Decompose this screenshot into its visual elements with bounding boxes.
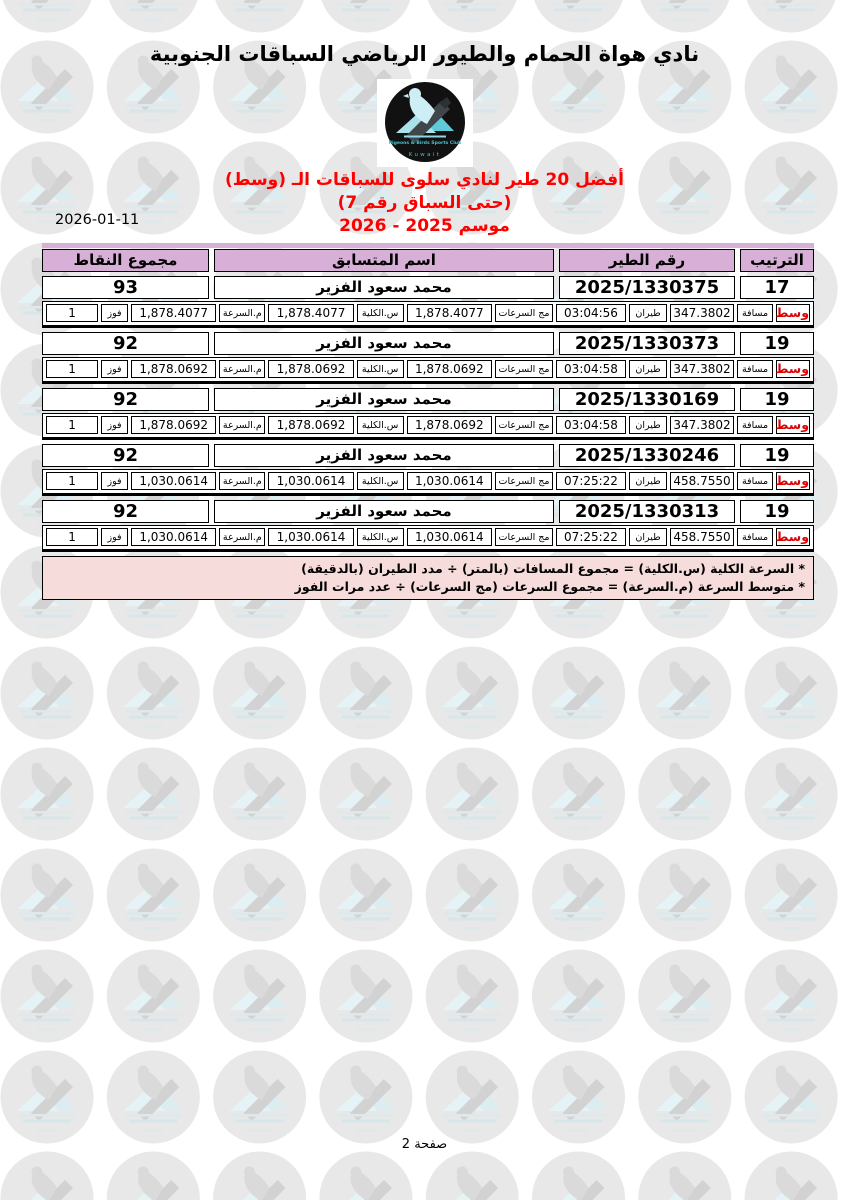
total-speed-label: س.الكلية <box>357 416 404 434</box>
avg-speed-label: م.السرعة <box>219 472 265 490</box>
competitor-name-cell: محمد سعود الفزير <box>214 444 554 467</box>
points-cell: 92 <box>42 388 209 411</box>
wins-value: 1 <box>46 472 98 490</box>
points-cell: 92 <box>42 500 209 523</box>
distance-label: مسافة <box>737 528 773 546</box>
speeds-sum-value: 1,878.4077 <box>407 304 492 322</box>
results-table <box>42 243 814 552</box>
win-label: فوز <box>101 304 128 322</box>
bird-number-cell: 2025/1330373 <box>559 332 735 355</box>
avg-speed-value: 1,878.4077 <box>131 304 216 322</box>
win-label: فوز <box>101 472 128 490</box>
category-badge: وسط <box>775 305 809 320</box>
result-detail-row <box>42 413 814 440</box>
avg-speed-value: 1,878.0692 <box>131 416 216 434</box>
footnote-avg-speed: * متوسط السرعة (م.السرعة) = مجموع السرعات (مج السرعات) ÷ عدد مرات الفوز <box>294 578 805 594</box>
category-badge: وسط <box>775 417 809 432</box>
total-speed-value: 1,878.0692 <box>268 360 353 378</box>
points-cell: 92 <box>42 444 209 467</box>
flight-label: طيران <box>629 416 667 434</box>
logo-country: Kuwait <box>408 152 441 158</box>
wins-value: 1 <box>46 528 98 546</box>
wins-value: 1 <box>46 416 98 434</box>
result-entry <box>42 444 814 496</box>
avg-speed-label: م.السرعة <box>219 304 265 322</box>
total-speed-value: 1,030.0614 <box>268 472 353 490</box>
flight-label: طيران <box>629 304 667 322</box>
avg-speed-label: م.السرعة <box>219 360 265 378</box>
points-cell: 92 <box>42 332 209 355</box>
speeds-sum-label: مج السرعات <box>495 304 553 322</box>
distance-value: 458.7550 <box>670 528 734 546</box>
total-speed-label: س.الكلية <box>357 304 404 322</box>
distance-value: 347.3802 <box>670 416 734 434</box>
distance-label: مسافة <box>737 472 773 490</box>
result-main-row <box>42 276 814 299</box>
header-total-points: مجموع النقاط <box>42 249 209 272</box>
category-badge: وسط <box>775 361 809 376</box>
header-rank: الترتيب <box>740 249 814 272</box>
page-number: صفحة 2 <box>401 1137 448 1152</box>
avg-speed-value: 1,878.0692 <box>131 360 216 378</box>
speeds-sum-label: مج السرعات <box>495 472 553 490</box>
result-detail-row <box>42 357 814 384</box>
result-main-row <box>42 332 814 355</box>
result-entry <box>42 500 814 552</box>
speeds-sum-label: مج السرعات <box>495 528 553 546</box>
flight-time-value: 07:25:22 <box>556 528 626 546</box>
total-speed-value: 1,030.0614 <box>268 528 353 546</box>
speeds-sum-value: 1,030.0614 <box>407 472 492 490</box>
table-header-row <box>42 249 814 272</box>
result-main-row <box>42 500 814 523</box>
flight-time-value: 03:04:56 <box>556 304 626 322</box>
flight-label: طيران <box>629 528 667 546</box>
club-logo <box>377 79 473 167</box>
flight-time-value: 03:04:58 <box>556 360 626 378</box>
bird-number-cell: 2025/1330313 <box>559 500 735 523</box>
footnotes-box <box>42 556 814 600</box>
total-speed-label: س.الكلية <box>357 472 404 490</box>
wins-value: 1 <box>46 360 98 378</box>
avg-speed-label: م.السرعة <box>219 528 265 546</box>
distance-value: 458.7550 <box>670 472 734 490</box>
win-label: فوز <box>101 416 128 434</box>
result-detail-row <box>42 301 814 328</box>
total-speed-value: 1,878.0692 <box>268 416 353 434</box>
result-entry <box>42 388 814 440</box>
header-bird-number: رقم الطير <box>559 249 735 272</box>
wins-value: 1 <box>46 304 98 322</box>
speeds-sum-label: مج السرعات <box>495 360 553 378</box>
report-subtitle-2: (حتى السباق رقم 7) <box>337 193 512 213</box>
avg-speed-value: 1,030.0614 <box>131 528 216 546</box>
result-detail-row <box>42 525 814 552</box>
report-subtitle-1: أفضل 20 طير لنادي سلوى للسباقات الـ (وسط) <box>224 170 625 190</box>
result-entry <box>42 276 814 328</box>
competitor-name-cell: محمد سعود الفزير <box>214 388 554 411</box>
rank-cell: 19 <box>740 500 814 523</box>
footnote-total-speed: * السرعة الكلية (س.الكلية) = مجموع المسافات (بالمتر) ÷ مدد الطيران (بالدقيقة) <box>301 561 805 576</box>
result-entry <box>42 332 814 384</box>
distance-label: مسافة <box>737 360 773 378</box>
avg-speed-label: م.السرعة <box>219 416 265 434</box>
speeds-sum-value: 1,878.0692 <box>407 360 492 378</box>
bird-number-cell: 2025/1330246 <box>559 444 735 467</box>
win-label: فوز <box>101 360 128 378</box>
rank-cell: 19 <box>740 332 814 355</box>
distance-value: 347.3802 <box>670 360 734 378</box>
speeds-sum-value: 1,030.0614 <box>407 528 492 546</box>
club-title: نادي هواة الحمام والطيور الرياضي السباقات الجنوبية <box>149 42 700 66</box>
result-detail-row <box>42 469 814 496</box>
distance-label: مسافة <box>737 304 773 322</box>
result-main-row <box>42 444 814 467</box>
competitor-name-cell: محمد سعود الفزير <box>214 500 554 523</box>
speeds-sum-label: مج السرعات <box>495 416 553 434</box>
logo-club-name: Pigeons & Birds Sports Club <box>388 141 461 146</box>
points-cell: 93 <box>42 276 209 299</box>
flight-label: طيران <box>629 360 667 378</box>
result-main-row <box>42 388 814 411</box>
club-logo-icon <box>377 79 473 167</box>
avg-speed-value: 1,030.0614 <box>131 472 216 490</box>
flight-label: طيران <box>629 472 667 490</box>
flight-time-value: 03:04:58 <box>556 416 626 434</box>
competitor-name-cell: محمد سعود الفزير <box>214 276 554 299</box>
category-badge: وسط <box>775 473 809 488</box>
flight-time-value: 07:25:22 <box>556 472 626 490</box>
table-top-bar <box>42 243 814 248</box>
distance-value: 347.3802 <box>670 304 734 322</box>
total-speed-label: س.الكلية <box>357 360 404 378</box>
total-speed-label: س.الكلية <box>357 528 404 546</box>
distance-label: مسافة <box>737 416 773 434</box>
report-date: 2026-01-11 <box>55 212 140 228</box>
bird-number-cell: 2025/1330169 <box>559 388 735 411</box>
header-competitor-name: اسم المتسابق <box>214 249 554 272</box>
category-badge: وسط <box>775 529 809 544</box>
total-speed-value: 1,878.4077 <box>268 304 353 322</box>
results-table-body <box>42 276 814 552</box>
rank-cell: 17 <box>740 276 814 299</box>
bird-number-cell: 2025/1330375 <box>559 276 735 299</box>
rank-cell: 19 <box>740 388 814 411</box>
speeds-sum-value: 1,878.0692 <box>407 416 492 434</box>
report-subtitle-3: موسم 2025 - 2026 <box>339 216 510 236</box>
win-label: فوز <box>101 528 128 546</box>
rank-cell: 19 <box>740 444 814 467</box>
competitor-name-cell: محمد سعود الفزير <box>214 332 554 355</box>
